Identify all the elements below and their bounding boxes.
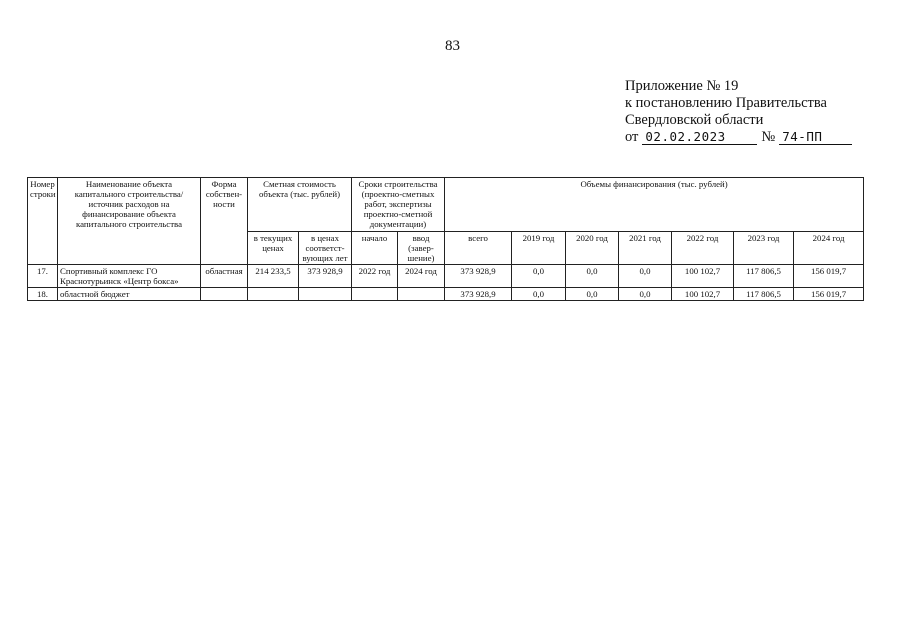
cell-ownership: областная — [201, 265, 248, 288]
cell-row-number: 17. — [28, 265, 58, 288]
cell-total: 373 928,9 — [445, 288, 512, 301]
appendix-date-line — [625, 129, 885, 146]
cell-2021: 0,0 — [619, 288, 672, 301]
table-row — [28, 265, 864, 288]
cell-ownership — [201, 288, 248, 301]
appendix-title: Приложение № 19 — [625, 78, 739, 94]
cell-cost-period: 373 928,9 — [299, 265, 352, 288]
cell-object-name: областной бюджет — [58, 288, 201, 301]
cell-2022: 100 102,7 — [672, 265, 734, 288]
header-construction-terms: Сроки строительства (проектно-сметных работ, экспертизы проектно-сметной документации) — [352, 178, 445, 232]
header-object-name: Наименование объекта капитального строительства/ источник расходов на финансирование объекта капитального строительства — [58, 178, 201, 265]
header-2020: 2020 год — [566, 232, 619, 265]
header-start: начало — [352, 232, 398, 265]
header-2021: 2021 год — [619, 232, 672, 265]
cell-finish: 2024 год — [398, 265, 445, 288]
cell-cost-current — [248, 288, 299, 301]
header-2022: 2022 год — [672, 232, 734, 265]
cell-total: 373 928,9 — [445, 265, 512, 288]
header-cost-period: в ценах соответст-вующих лет — [299, 232, 352, 265]
cell-2024: 156 019,7 — [794, 265, 864, 288]
cell-2022: 100 102,7 — [672, 288, 734, 301]
date-prefix: от — [625, 129, 639, 145]
appendix-block — [625, 78, 885, 146]
date-value: 02.02.2023 — [642, 130, 757, 145]
financing-table — [27, 177, 864, 301]
header-2019: 2019 год — [512, 232, 566, 265]
cell-2020: 0,0 — [566, 265, 619, 288]
header-total: всего — [445, 232, 512, 265]
cell-2021: 0,0 — [619, 265, 672, 288]
header-financing-volumes: Объемы финансирования (тыс. рублей) — [445, 178, 864, 232]
header-finish: ввод (завер-шение) — [398, 232, 445, 265]
cell-cost-current: 214 233,5 — [248, 265, 299, 288]
number-prefix: № — [761, 129, 776, 145]
cell-start — [352, 288, 398, 301]
cell-2024: 156 019,7 — [794, 288, 864, 301]
cell-cost-period — [299, 288, 352, 301]
header-row-number: Номер строки — [28, 178, 58, 265]
cell-object-name: Спортивный комплекс ГО Краснотурьинск «Центр бокса» — [58, 265, 201, 288]
cell-2019: 0,0 — [512, 265, 566, 288]
cell-2023: 117 806,5 — [734, 265, 794, 288]
cell-2019: 0,0 — [512, 288, 566, 301]
header-2024: 2024 год — [794, 232, 864, 265]
appendix-line-resolution: к постановлению Правительства — [625, 95, 827, 111]
header-estimated-cost: Сметная стоимость объекта (тыс. рублей) — [248, 178, 352, 232]
page-number: 83 — [445, 38, 460, 54]
header-2023: 2023 год — [734, 232, 794, 265]
cell-2023: 117 806,5 — [734, 288, 794, 301]
appendix-line-region: Свердловской области — [625, 112, 764, 128]
cell-finish — [398, 288, 445, 301]
cell-row-number: 18. — [28, 288, 58, 301]
number-value: 74-ПП — [779, 130, 852, 145]
table-row — [28, 288, 864, 301]
header-cost-current: в текущих ценах — [248, 232, 299, 265]
header-ownership: Форма собствен-ности — [201, 178, 248, 265]
cell-start: 2022 год — [352, 265, 398, 288]
cell-2020: 0,0 — [566, 288, 619, 301]
